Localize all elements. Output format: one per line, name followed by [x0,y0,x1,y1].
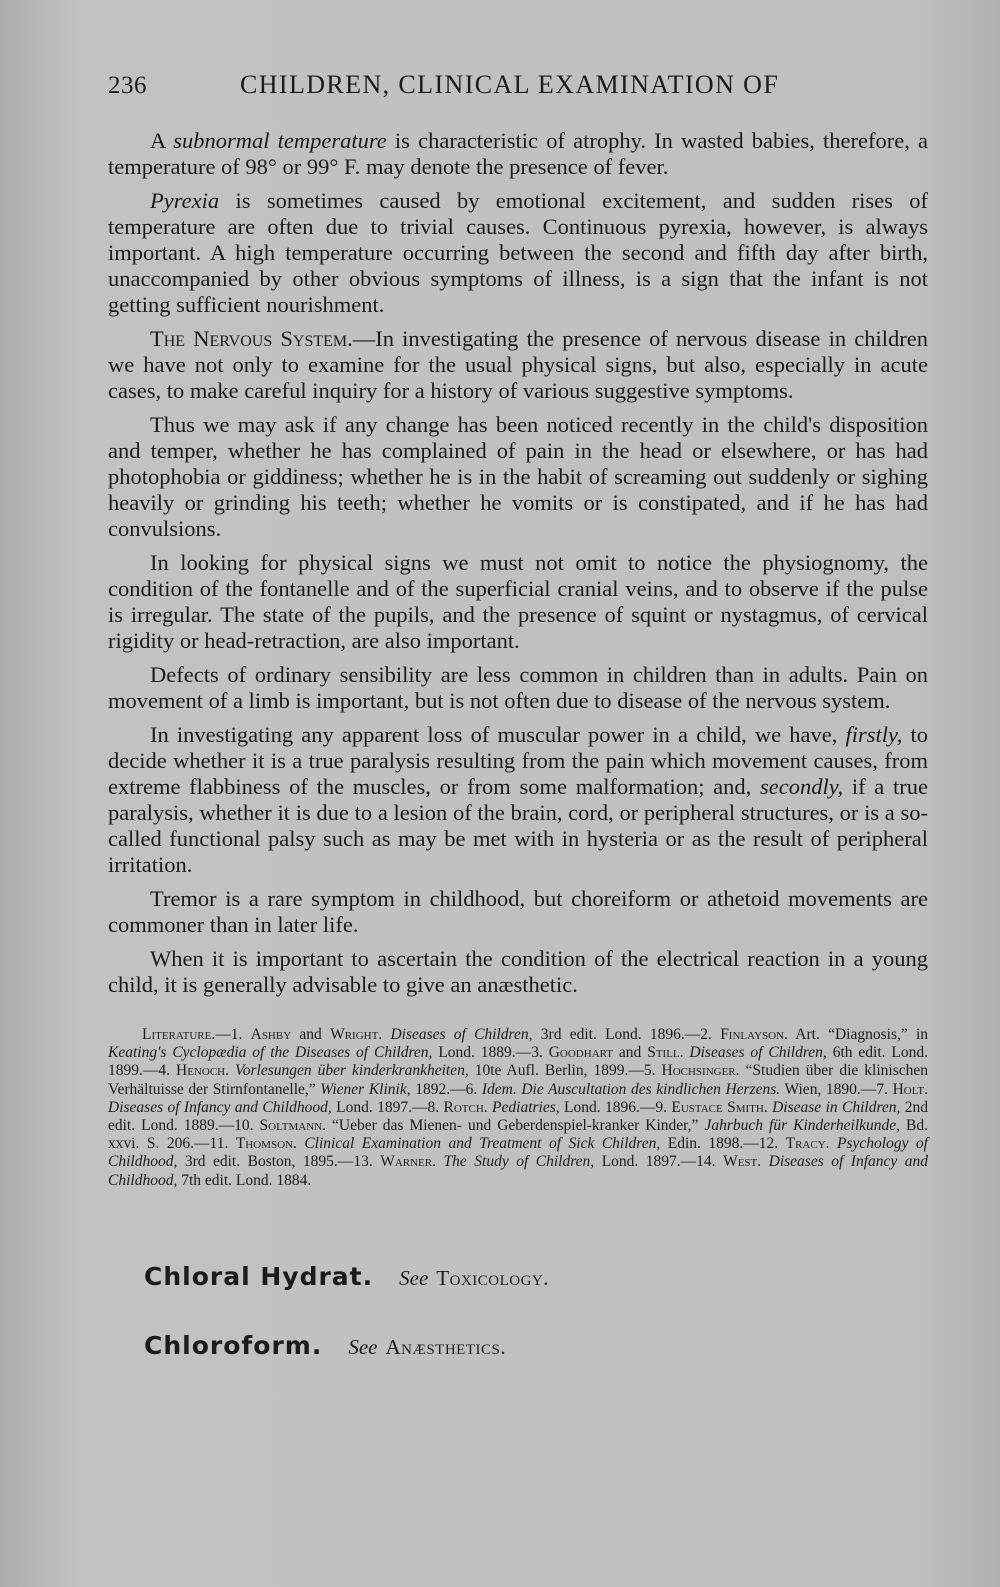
entry-term: Chloral Hydrat. [144,1261,374,1291]
ref-author: Henoch. [176,1062,229,1080]
running-title: CHILDREN, CLINICAL EXAMINATION OF [240,70,780,99]
ref-author: Holt. [892,1080,929,1098]
ref-text: Lond. 1897.— [594,1153,697,1171]
section-heading: The Nervous System. [150,326,353,351]
ref-text: 1892.— [410,1080,466,1098]
ref-title: Wiener Klinik, [320,1080,411,1098]
ref-author: Goodhart [548,1044,614,1062]
entry-see: See [348,1334,378,1359]
page-number: 236 [108,72,147,99]
ref-title: Pediatries, [487,1098,560,1116]
ref-author: Ashby [250,1026,292,1043]
entry-chloral-hydrat [144,1262,928,1291]
literature-section [108,1026,928,1190]
ref-author: Eustace Smith. [671,1098,768,1116]
text-run: to decide whether it is a true paralysis resulting from the pain which movement causes, from extreme flabbiness of the muscles, or from some malformation; and, [108,722,928,799]
paragraph-tremor: Tremor is a rare symptom in childhood, but choreiform or athetoid movements are commoner than in later life. [108,886,928,937]
ref-author: Thomson. [235,1135,297,1153]
ref-text: Wien, 1890.— [780,1080,877,1098]
ref-text: 12. [758,1135,786,1153]
ref-text: Bd. xxvi. S. 206.— [108,1117,928,1153]
ref-text: 7. [876,1080,893,1098]
ref-text: “Studien über die klinischen Verhältuisse der Stirnfontanelle,” [108,1062,928,1098]
ref-text: 11. [209,1135,236,1153]
ref-text: 6th edit. Lond. 1899.— [108,1044,928,1080]
italic-term: firstly, [845,722,903,747]
italic-term: Pyrexia [150,188,220,213]
ref-text: 4. [158,1062,177,1080]
ref-title: Psychology of Childhood, [108,1135,928,1171]
ref-text: Lond. 1897.— [331,1098,428,1116]
ref-text: 10te Aufl. Berlin, 1899.— [468,1062,644,1080]
paragraph-muscular-power [108,722,928,886]
ref-title: Diseases of Children, [382,1026,533,1043]
ref-title: Vorlesungen über kinderkrankheiten, [228,1062,469,1080]
ref-title: Disease in Children, [767,1098,901,1116]
ref-author: West. [723,1153,762,1171]
ref-title: Idem. Die Auscultation des kindlichen Herzens. [481,1080,781,1098]
ref-text: and [613,1044,648,1062]
ref-text: 5. [643,1062,662,1080]
ref-text: “Ueber das Mienen- und Geberdenspiel-kranker Kinder,” [326,1117,705,1135]
ref-text: 8. [427,1098,444,1116]
ref-text: 3rd edit. Lond. 1896.— [532,1026,701,1043]
text-run: —In investigating the presence of nervous disease in children we have not only to examine for the usual physical signs, but also, especially in acute cases, to make careful inquiry for a history of various suggestive symptoms. [108,326,928,403]
ref-author: Rotch. [443,1098,488,1116]
text-run: In investigating any apparent loss of muscular power in a child, we have, [150,722,846,747]
ref-author: Hochsinger. [661,1062,740,1080]
ref-text: —1. [215,1026,251,1043]
paragraph-physical-signs: In looking for physical signs we must not omit to notice the physiognomy, the condition of the fontanelle and of the superficial cranial veins, and to observe if the pulse is irregular. The state of the pupils, and the presence of squint or nystagmus, of cervical rigidity or head-retraction, are also important. [108,550,928,653]
text-run: is sometimes caused by emotional excitement, and sudden rises of temperature are often due to trivial causes. Continuous pyrexia, however, is always important. A high temperature occurring between the second and fifth day after birth, unaccompanied by other obvious symptoms of illness, is a sign that the infant is not getting sufficient nourishment. [108,188,928,317]
paragraph-electrical-reaction: When it is important to ascertain the condition of the electrical reaction in a young child, it is generally advisable to give an anæsthetic. [108,946,928,997]
ref-text: 13. [353,1153,381,1171]
ref-text: 3rd edit. Boston, 1895.— [177,1153,354,1171]
text-run: if a true paralysis, whether it is due to a lesion of the brain, cord, or peripheral structures, or is a so-called functional palsy such as may be met with in hysteria or as the result of peripheral irritation. [108,774,928,877]
ref-text: 2nd edit. Lond. 1889.— [108,1098,929,1135]
entry-see: See [399,1265,429,1290]
ref-author: Soltmann. [259,1117,326,1135]
ref-title: Keating's Cyclopædia of the Diseases of Children, [108,1044,433,1062]
ref-text: 7th edit. Lond. 1884. [177,1171,312,1189]
ref-text: Art. “Diagnosis,” in [787,1026,929,1043]
ref-title: Clinical Examination and Treatment of Sick Children, [296,1135,661,1153]
ref-author: Wright. [330,1026,383,1043]
dictionary-entries [108,1262,928,1360]
ref-title: Jahrbuch für Kinderheilkunde, [704,1117,901,1135]
entry-chloroform [144,1331,928,1360]
ref-title: Diseases of Infancy and Childhood, [108,1153,929,1189]
ref-author: Still. [647,1044,684,1062]
ref-text: 2. [700,1026,721,1043]
paragraph-pyrexia [108,188,928,326]
ref-text: 9. [655,1098,672,1116]
ref-text: and [291,1026,331,1043]
running-header [108,70,928,100]
italic-term: subnormal temperature [173,128,387,153]
ref-title: Diseases of Infancy and Childhood, [108,1098,332,1116]
paragraph-nervous-system [108,326,928,412]
literature-label: Literature. [142,1026,216,1043]
ref-title: Diseases of Children, [683,1044,827,1062]
text-run: A [150,128,174,153]
ref-text: Lond. 1896.— [559,1098,656,1116]
ref-title: The Study of Children, [436,1153,595,1171]
ref-text: 6. [465,1080,482,1098]
body-text [108,128,928,1006]
ref-text: 10. [234,1117,260,1135]
ref-author: Warner. [380,1153,436,1171]
ref-text: Lond. 1889.— [432,1044,532,1062]
paragraph-subnormal-temperature [108,128,928,188]
ref-text: Edin. 1898.— [660,1135,759,1153]
ref-text: 14. [696,1153,724,1171]
entry-term: Chloroform. [144,1330,323,1360]
entry-cross-reference: Anæsthetics. [385,1334,507,1359]
ref-author: Tracy. [785,1135,830,1153]
entry-cross-reference: Toxicology. [436,1265,550,1290]
paragraph-sensibility: Defects of ordinary sensibility are less common in children than in adults. Pain on movement of a limb is important, but is not often due to disease of the nervous system. [108,662,928,713]
paragraph-history: Thus we may ask if any change has been noticed recently in the child's disposition and temper, whether he has complained of pain in the head or elsewhere, or has had photophobia or giddiness; whether he is in the habit of screaming out suddenly or sighing heavily or grinding his teeth; whether he vomits or is constipated, and if he has had convulsions. [108,412,928,541]
text-run: is characteristic of atrophy. In wasted babies, therefore, a temperature of 98° or 99° F. may denote the presence of fever. [108,128,928,179]
ref-text: 3. [531,1044,549,1062]
italic-term: secondly, [760,774,844,799]
ref-author: Finlayson. [720,1026,788,1043]
